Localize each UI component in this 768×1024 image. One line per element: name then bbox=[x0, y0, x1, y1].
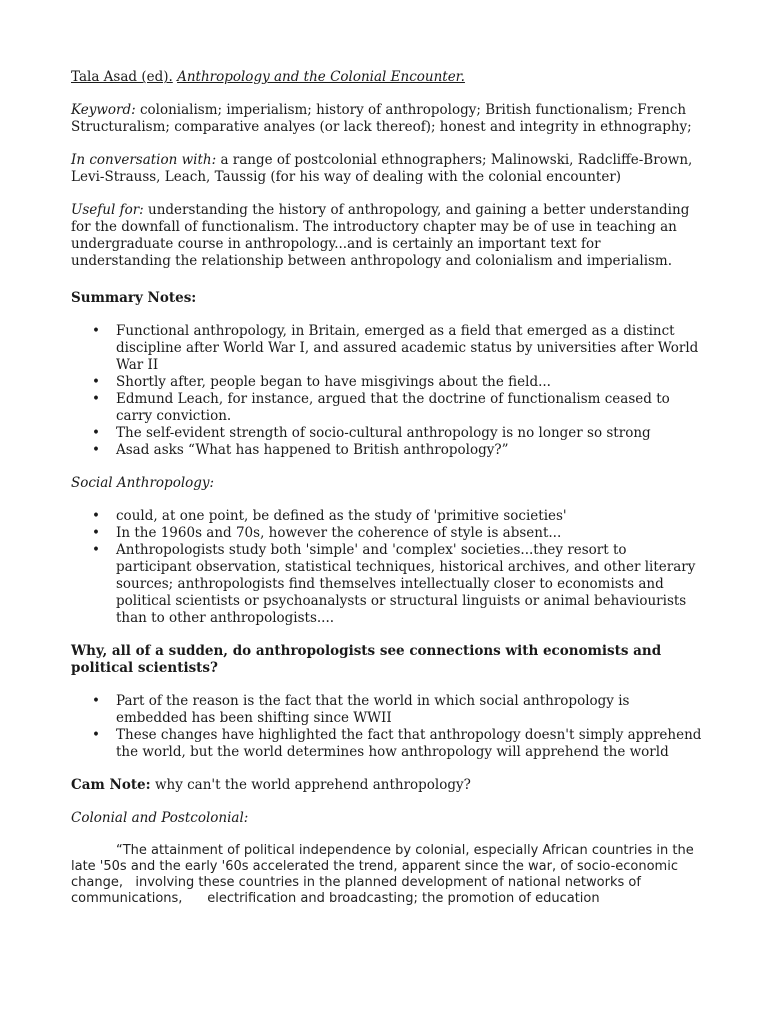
list-item bbox=[71, 391, 703, 425]
bullet-icon: • bbox=[92, 425, 100, 441]
citation-author: Tala Asad (ed). bbox=[71, 69, 173, 85]
bullet-icon: • bbox=[92, 442, 100, 458]
list-item-text: Functional anthropology, in Britain, emerged as a field that emerged as a distinct discipline after World War I, and assured academic status by universities after World War II bbox=[116, 323, 699, 373]
list-item-text: Anthropologists study both 'simple' and 'complex' societies...they resort to participant observation, statistical techniques, historical archives, and other literary sources; anthropologists find themselves intellectually closer to economists and political scientists or psychoanalysts or structural linguists or animal behaviourists than to other anthropologists.... bbox=[116, 542, 696, 626]
bullet-icon: • bbox=[92, 525, 100, 541]
conversation-label: In conversation with: bbox=[71, 152, 217, 168]
colonial-heading: Colonial and Postcolonial: bbox=[71, 810, 249, 826]
bullet-icon: • bbox=[92, 391, 100, 407]
citation-line bbox=[71, 69, 703, 86]
list-item-text: Shortly after, people began to have misgivings about the field... bbox=[116, 374, 551, 390]
list-item-text: These changes have highlighted the fact that anthropology doesn't simply apprehend the world, but the world determines how anthropology will apprehend the world bbox=[116, 727, 702, 760]
keyword-paragraph bbox=[71, 102, 703, 136]
social-heading: Social Anthropology: bbox=[71, 475, 215, 491]
bullet-icon: • bbox=[92, 508, 100, 524]
bullet-icon: • bbox=[92, 323, 100, 339]
conversation-text: a range of postcolonial ethnographers; Malinowski, Radcliffe-Brown, Levi-Strauss, Leach, Taussig (for his way of dealing with the colonial encounter) bbox=[71, 152, 693, 185]
citation-title: Anthropology and the Colonial Encounter. bbox=[177, 69, 465, 85]
list-item bbox=[71, 374, 703, 391]
summary-list bbox=[71, 323, 703, 459]
list-item bbox=[71, 508, 703, 525]
cam-note-paragraph bbox=[71, 777, 703, 794]
useful-paragraph bbox=[71, 202, 703, 270]
keyword-label: Keyword: bbox=[71, 102, 136, 118]
bullet-icon: • bbox=[92, 693, 100, 709]
list-item-text: could, at one point, be defined as the study of 'primitive societies' bbox=[116, 508, 567, 524]
why-heading: Why, all of a sudden, do anthropologists see connections with economists and political scientists? bbox=[71, 643, 662, 676]
list-item bbox=[71, 442, 703, 459]
why-list bbox=[71, 693, 703, 761]
cam-note-text: why can't the world apprehend anthropology? bbox=[154, 777, 471, 793]
summary-heading: Summary Notes: bbox=[71, 290, 197, 306]
bullet-icon: • bbox=[92, 727, 100, 743]
list-item-text: The self-evident strength of socio-cultural anthropology is no longer so strong bbox=[116, 425, 651, 441]
bullet-icon: • bbox=[92, 374, 100, 390]
list-item-text: Asad asks “What has happened to British anthropology?” bbox=[116, 442, 509, 458]
useful-label: Useful for: bbox=[71, 202, 144, 218]
list-item bbox=[71, 693, 703, 727]
document-page bbox=[71, 69, 703, 907]
list-item-text: Part of the reason is the fact that the world in which social anthropology is embedded has been shifting since WWII bbox=[116, 693, 630, 726]
list-item-text: In the 1960s and 70s, however the coherence of style is absent... bbox=[116, 525, 562, 541]
list-item bbox=[71, 727, 703, 761]
list-item bbox=[71, 525, 703, 542]
social-list bbox=[71, 508, 703, 627]
list-item bbox=[71, 542, 703, 627]
list-item bbox=[71, 425, 703, 442]
colonial-quote: “The attainment of political independence by colonial, especially African countries in the late '50s and the early '60s accelerated the trend, apparent since the war, of socio-economic change, involving these countries in the planned development of national networks of communications, electrification and broadcasting; the promotion of education bbox=[71, 843, 698, 906]
list-item bbox=[71, 323, 703, 374]
keyword-text: colonialism; imperialism; history of anthropology; British functionalism; French Structuralism; comparative analyes (or lack thereof); honest and integrity in ethnography; bbox=[71, 102, 692, 135]
cam-note-label: Cam Note: bbox=[71, 777, 151, 793]
list-item-text: Edmund Leach, for instance, argued that the doctrine of functionalism ceased to carry conviction. bbox=[116, 391, 670, 424]
conversation-paragraph bbox=[71, 152, 703, 186]
useful-text: understanding the history of anthropology, and gaining a better understanding for the downfall of functionalism. The introductory chapter may be of use in teaching an undergraduate course in anthropology...and is certainly an important text for understanding the relationship between anthropology and colonialism and imperialism. bbox=[71, 202, 690, 269]
bullet-icon: • bbox=[92, 542, 100, 558]
